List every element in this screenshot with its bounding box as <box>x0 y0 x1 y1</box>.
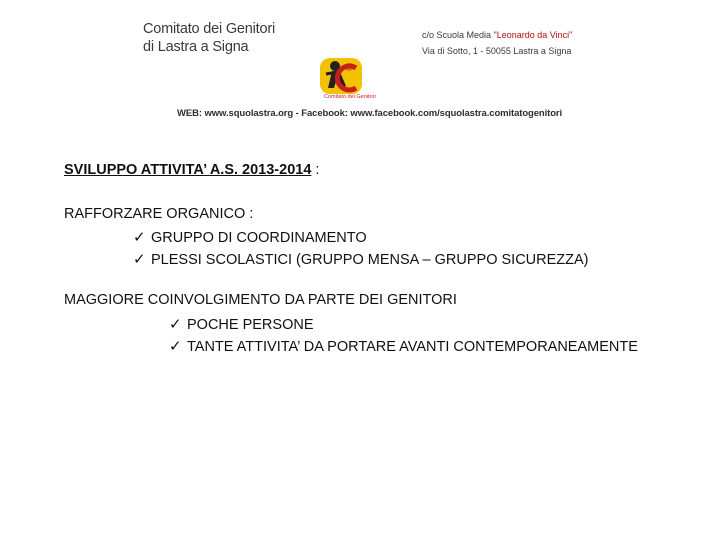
list-item <box>133 250 589 268</box>
check-icon: ✓ <box>169 316 182 333</box>
school-info <box>422 27 572 59</box>
section-involvement <box>64 292 457 308</box>
check-icon: ✓ <box>133 229 146 246</box>
section-heading: RAFFORZARE ORGANICO : <box>64 206 254 222</box>
section-reinforce <box>64 206 253 222</box>
list-item-label: POCHE PERSONE <box>187 317 314 333</box>
list-item-label: PLESSI SCOLASTICI (GRUPPO MENSA – GRUPPO SICUREZZA) <box>151 252 589 268</box>
check-icon: ✓ <box>169 338 182 355</box>
slide-content <box>64 162 704 355</box>
list-item-label: GRUPPO DI COORDINAMENTO <box>151 230 367 246</box>
school-address: Via di Sotto, 1 - 50055 Lastra a Signa <box>422 46 572 56</box>
list-item <box>169 315 314 333</box>
committee-logo <box>318 52 376 102</box>
slide-title <box>64 162 704 178</box>
committee-logo-icon <box>318 52 376 102</box>
organization-name <box>143 20 275 56</box>
school-prefix: c/o Scuola Media <box>422 30 494 40</box>
check-icon: ✓ <box>133 251 146 268</box>
organization-name-line1: Comitato dei Genitori <box>143 21 275 37</box>
letterhead <box>0 0 720 130</box>
svg-text:Comitato dei Genitori: Comitato dei Genitori <box>324 94 376 100</box>
list-item-label: TANTE ATTIVITA’ DA PORTARE AVANTI CONTEMPORANEAMENTE <box>187 339 638 355</box>
section-heading: MAGGIORE COINVOLGIMENTO DA PARTE DEI GENITORI <box>64 292 457 308</box>
list-item <box>169 337 638 355</box>
slide-title-text: SVILUPPO ATTIVITA’ A.S. 2013-2014 <box>64 162 312 178</box>
slide-title-suffix: : <box>311 162 320 178</box>
web-links: WEB: www.squolastra.org - Facebook: www.facebook.com/squolastra.comitatogenitori <box>177 108 563 119</box>
school-line <box>422 27 572 43</box>
organization-name-line2: di Lastra a Signa <box>143 39 249 55</box>
list-item <box>133 228 367 246</box>
school-name: "Leonardo da Vinci" <box>493 30 573 40</box>
